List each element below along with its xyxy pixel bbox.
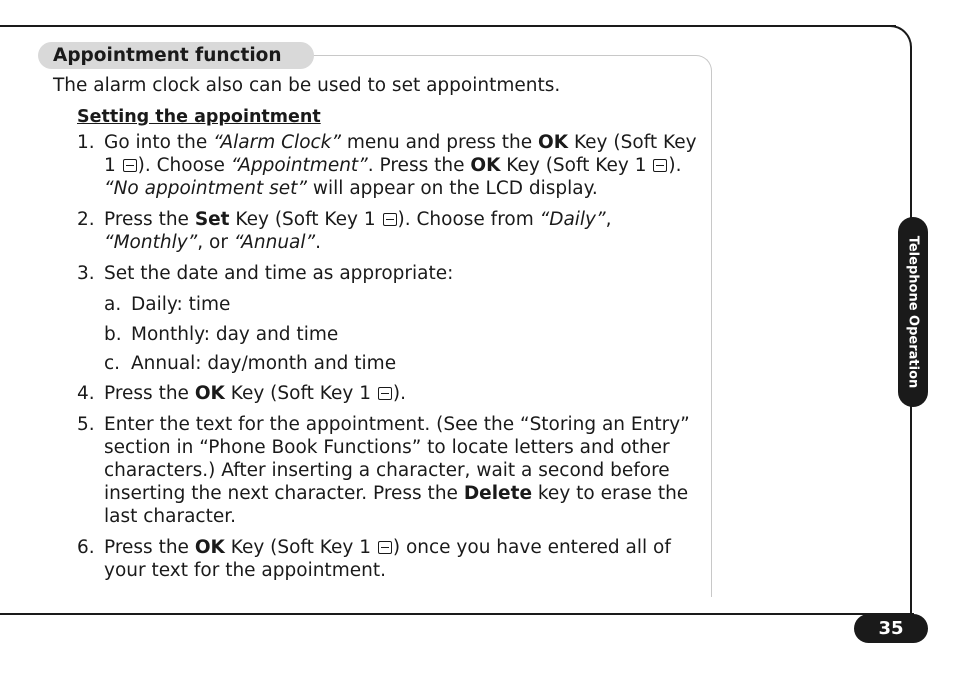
step-1: [77, 131, 702, 200]
step-number: 4.: [77, 383, 95, 404]
substep-b: [104, 323, 338, 346]
key-name: OK: [470, 155, 501, 176]
section-title: Appointment function: [38, 42, 314, 69]
step-number: 3.: [77, 263, 95, 284]
soft-key-icon: [378, 541, 392, 554]
key-name: OK: [194, 383, 225, 404]
step-text: Press the OK Key (Soft Key 1 ) once you have entered all of your text for the appointment.: [104, 537, 671, 581]
key-name: OK: [194, 537, 225, 558]
key-name: Delete: [463, 483, 532, 504]
substep-text: Daily: time: [131, 294, 231, 315]
intro-text: The alarm clock also can be used to set appointments.: [53, 75, 561, 96]
soft-key-icon: [123, 159, 137, 172]
substep-letter: c.: [104, 353, 121, 374]
substep-text: Annual: day/month and time: [131, 353, 397, 374]
option-name: “Appointment”: [230, 155, 368, 176]
step-number: 1.: [77, 132, 95, 153]
menu-name: “Alarm Clock”: [213, 132, 341, 153]
step-text: Press the OK Key (Soft Key 1 ).: [104, 383, 406, 404]
step-4: [77, 382, 702, 405]
subheading: Setting the appointment: [77, 107, 321, 127]
step-number: 6.: [77, 537, 95, 558]
soft-key-icon: [383, 213, 397, 226]
option-name: “Monthly”: [104, 232, 198, 253]
key-name: OK: [538, 132, 569, 153]
key-name: Set: [194, 209, 230, 230]
step-6: [77, 536, 702, 582]
step-text: Press the Set Key (Soft Key 1 ). Choose from “Daily”, “Monthly”, or “Annual”.: [104, 209, 612, 253]
step-number: 5.: [77, 414, 95, 435]
page-number: 35: [854, 614, 928, 643]
substep-letter: b.: [104, 324, 122, 345]
step-3: [77, 262, 702, 285]
side-tab-label: Telephone Operation: [905, 235, 921, 389]
step-5: [77, 413, 702, 528]
substep-a: [104, 293, 230, 316]
soft-key-icon: [653, 159, 667, 172]
option-name: “Annual”: [233, 232, 316, 253]
substep-text: Monthly: day and time: [131, 324, 339, 345]
display-message: “No appointment set”: [104, 178, 308, 199]
step-text: Set the date and time as appropriate:: [104, 263, 454, 284]
substep-c: [104, 352, 396, 375]
page-frame-bottom-rule: [0, 613, 914, 615]
step-number: 2.: [77, 209, 95, 230]
step-text: Enter the text for the appointment. (See the “Storing an Entry” section in “Phone Book Functions” to locate letters and other characters.) After inserting a character, wait a second before inserting the next character. Press the Delete key to erase the last character.: [104, 414, 690, 527]
soft-key-icon: [378, 387, 392, 400]
substep-letter: a.: [104, 294, 122, 315]
step-text: Go into the “Alarm Clock” menu and press the OK Key (Soft Key 1 ). Choose “Appointment”. Press the OK Key (Soft Key 1 ). “No appointment set” will appear on the LCD display.: [104, 132, 697, 199]
page-frame-top-rule: [0, 25, 896, 27]
option-name: “Daily”: [539, 209, 606, 230]
step-2: [77, 208, 702, 254]
